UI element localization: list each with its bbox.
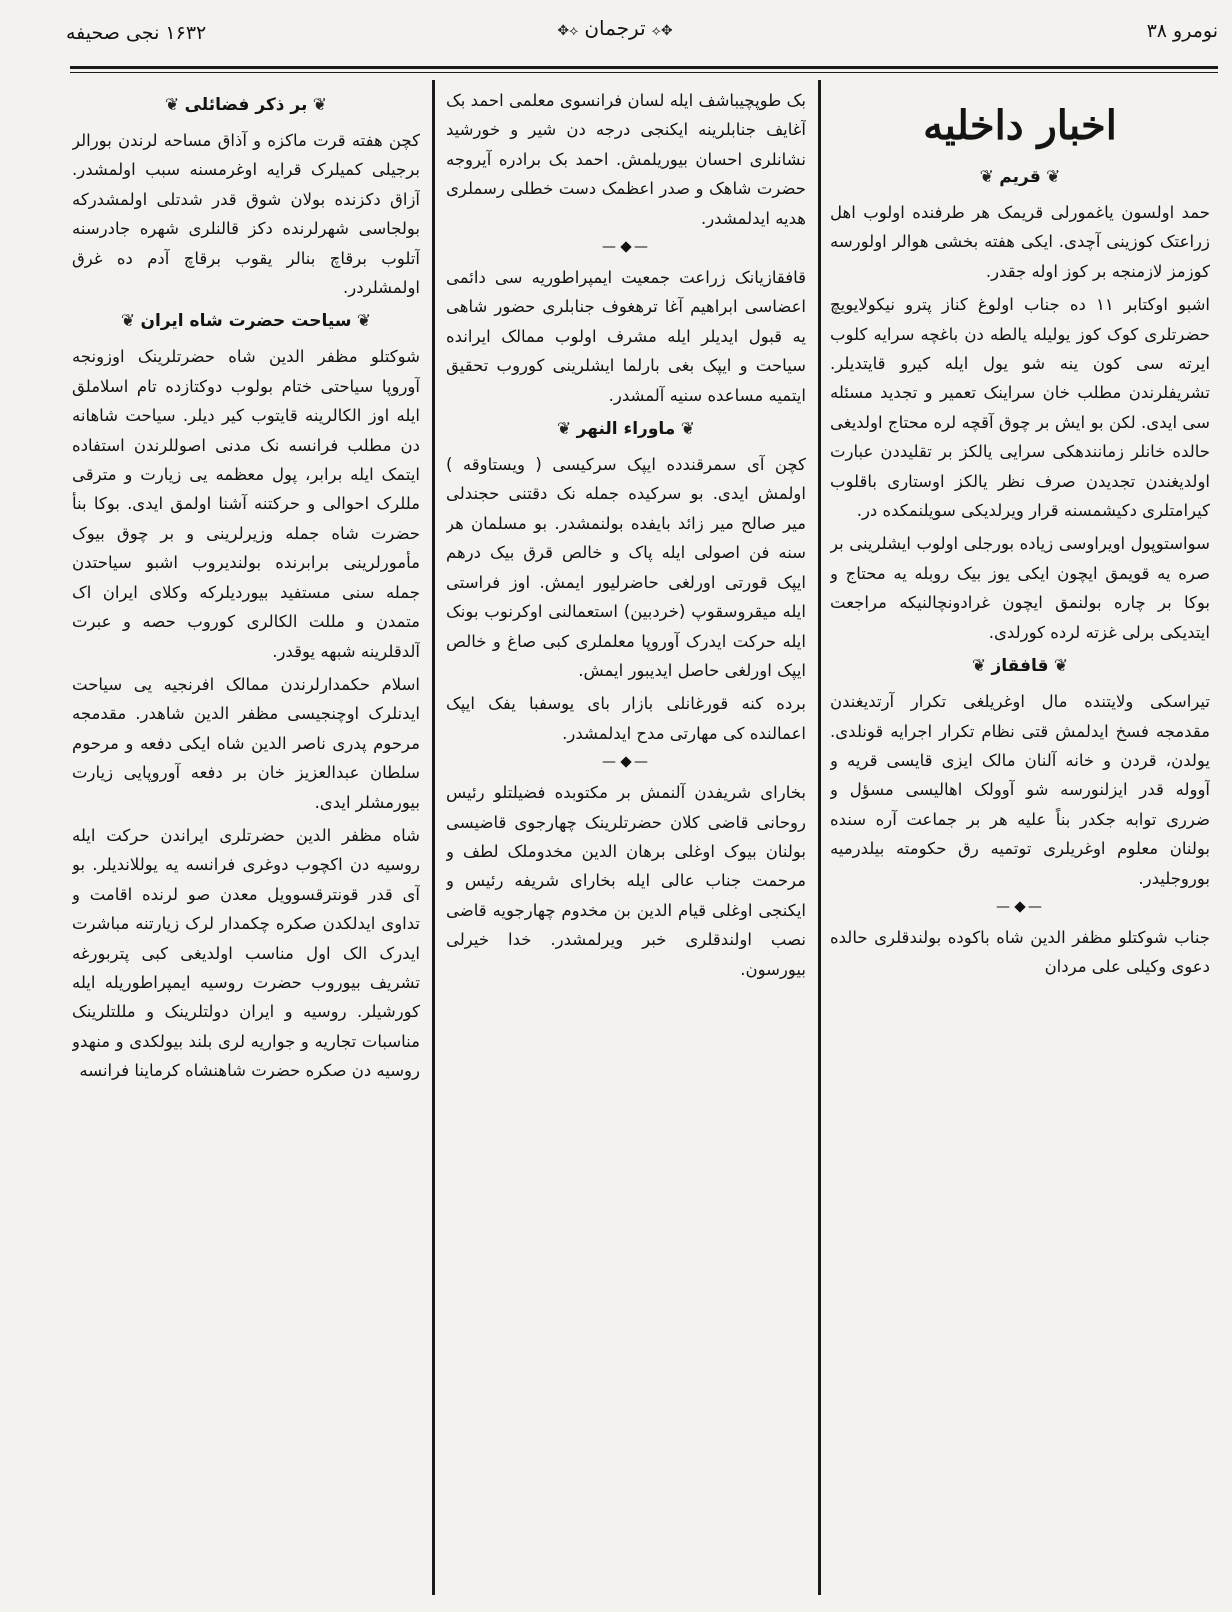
page-number: ۱۶۳۲ نجی صحیفه bbox=[66, 22, 207, 44]
article-paragraph: سواستوپول اویراوسی زیاده بورجلی اولوب ایشلرینی بر صره یه قویمق ایچون ایکی یوز بیک روبله یه محتاج و بوکا بر چاره بولنمق ایچون غرادونچالنیکه مراجعت ایتدیکی برلی غزته لرده کورلدی. bbox=[830, 534, 1210, 642]
ornament-icon: ❦ bbox=[971, 656, 992, 677]
article-paragraph: قافقازیانک زراعت جمعیت ایمپراطوریه سی دائمی اعضاسی ابراهیم آغا ترهغوف جنابلری حضور شاهی یه قبول ایدیلر ایله مشرف اولوب ممالک ایرانده سیاحت و ایپک بغی بارلما ایشلرینی کوروب تحقیق ایتمیه مساعده سنیه آلمشدر. bbox=[446, 268, 806, 405]
column-divider bbox=[818, 80, 821, 1595]
header-rule bbox=[70, 66, 1218, 69]
flourish-icon: ✥⟡ bbox=[651, 23, 673, 39]
section-heading bbox=[830, 651, 1210, 681]
column-left bbox=[72, 86, 420, 1601]
flourish-icon: ⟡✥ bbox=[557, 23, 579, 39]
masthead bbox=[0, 0, 1232, 66]
ornament-icon: ❦ bbox=[979, 167, 1000, 187]
newspaper-name-wrap bbox=[520, 16, 710, 40]
issue-number: نومرو ۳۸ bbox=[1146, 20, 1218, 42]
ornament-icon: ❦ bbox=[164, 95, 185, 115]
section-heading bbox=[446, 414, 806, 444]
article-paragraph: تیراسکی ولایتنده مال اوغریلغی تکرار آرتدیغندن مقدمجه فسخ ایدلمش قتی نظام تکرار اجرایه قونلدی. یولدن، قردن و خانه آلنان مالک ایزی قایسی قریه و آووله قدر ایزلنورسه شو آوولک اهالیسی مسؤل و ضرری توابه جکدر بناً علیه هر بر جماعت آره سنده بولنان معلوم اوغریلری توتمیه رق حکومته بیلدرمیه بوروجلیدر. bbox=[830, 692, 1210, 888]
column-divider bbox=[432, 80, 435, 1595]
divider-ornament: —— bbox=[602, 239, 650, 256]
section-title: اخبار داخلیه bbox=[923, 102, 1117, 149]
article-paragraph: بخارای شریفدن آلنمش بر مکتوبده فضیلتلو رئیس روحانی قاضی کلان حضرتلرینک چهارجوی قاضیسی بولنان بیوک اوغلی برهان الدین مخدوملک لطف و مرحمت جناب عالی ایله بخارای شریفه رئیس و ایکنجی اوغلی قیام الدین بن مخدوم چهارجویه قاضی نصب اولندقلری خبر ویرلمشدر. خدا خیرلی بیورسون. bbox=[446, 783, 806, 979]
article-paragraph: برده کنه قورغانلی بازار بای یوسفبا یفک ایپک اعمالنده کی مهارتی مدح ایدلمشدر. bbox=[446, 694, 806, 743]
ornament-icon: ❦ bbox=[557, 419, 577, 440]
ornament-icon: ❦ bbox=[307, 95, 328, 115]
heading-text: ماوراء النهر bbox=[576, 419, 676, 440]
article-paragraph: کچن هفته قرت ماکزه و آذاق مساحه لرندن بورالر برجیلی کمیلرک قرایه اوغرمسنه سبب اولمشدر. آزاق دکزنده بولان شوق قدر شدتلی اولمشدرکه بولجاسی شهرلرنده دکز قالنلری شهره جادرسنه آتلوب برقاچ بنالر یقوب برقاچ آدم ده غرق اولمشلردر. bbox=[72, 131, 420, 298]
article-paragraph: شاه مظفر الدین حضرتلری ایراندن حرکت ایله روسیه دن اکچوب دوغری فرانسه یه یوللاندیلر. بو آی قدر قونترقسوویل معدن صو لرنده اقامت و تداوی ایدلکدن صکره چکمدار لرک زیارتنه مباشرت ایدرک الک اول مناسب اولدیغی کبی پتربورغه تشریف بیوروب حضرت روسیه ایمپراطوریله ایله کورشیلر. روسیه و ایران دولتلرینک و مللتلرینک مناسبات تجاریه و جواریه لری بلند بیولکدی و منهدو روسیه دن صکره حضرت شاهنشاه کرماینا فرانسه bbox=[72, 825, 420, 1081]
article-paragraph: اشبو اوکتابر ۱۱ ده جناب اولوغ کناز پترو نیکولایویچ حضرتلری کوک کوز یولیله یالطه دن باغچه سرایه کلوب ایرته سی کون ینه شو یول ایله کیرو قایتدیلر. تشریفلرندن مطلب خان سراینک تعمیر و تجدید مسئله سی ایدی. لکن بو ایش بر چوق آقچه لره محتاج اولدیغی حالده خانلر زمانندهکی سرایی یالکز بر تقلیددن عبارت اولدیغندن تجدیدن صرف نظر یالکز اوستاری باقلوب کیرامتلری دکیشمسنه قرار ویرلدیکی سویلنمکده در. bbox=[830, 295, 1210, 521]
ornament-icon: ❦ bbox=[1040, 167, 1061, 187]
article-paragraph: جناب شوکتلو مظفر الدین شاه باکوده بولندقلری حالده دعوی وکیلی علی مردان bbox=[830, 927, 1210, 977]
heading-text: سیاحت حضرت شاه ایران bbox=[140, 311, 352, 332]
divider-ornament: —— bbox=[996, 898, 1044, 915]
article-paragraph: حمد اولسون یاغمورلی قریمک هر طرفنده اولوب اهل زراعتک کوزینی آچدی. ایکی هفته بخشی هوالر اولورسه کوزمز لازمنجه بر کوز اوله جقدر. bbox=[830, 203, 1210, 281]
column-middle bbox=[446, 86, 806, 1601]
article-paragraph: کچن آی سمرقندده ایپک سرکیسی ( ویستاوقه ) اولمش ایدی. بو سرکیده جمله نک دقتنی حجندلی میر صالح میر زائد بایفده بولنمشدر. بو مسلمان هر سنه فن اصولی ایله پاک و خالص قرق بیک درهم ایپک قورتی اورلغی حاضرلیور ایمش. اوز فراستی ایله میقروسقوپ (خردبین) استعمالنی اوکرنوب بونک ایله حرکت ایدرک آوروپا معلملری کبی صاغ و خالص ایپک اورلغی حاصل ایدیبور ایمش. bbox=[446, 455, 806, 680]
ornament-icon: ❦ bbox=[1048, 656, 1069, 677]
heading-text: قریم bbox=[999, 167, 1041, 187]
section-heading bbox=[72, 306, 420, 336]
article-paragraph: اسلام حکمدارلرندن ممالک افرنجیه یی سیاحت ایدنلرک اوچنجیسی مظفر الدین شاهدر. مقدمجه مرحوم پدری ناصر الدین شاه ایکی دفعه و مرحوم سلطان عبدالعزیز خان بر دفعه آوروپایی زیارت بیورمشلر ایدی. bbox=[72, 674, 420, 812]
article-paragraph: شوکتلو مظفر الدین شاه حضرتلرینک اوزونجه آوروپا سیاحتی ختام بولوب دوکتازده تام اسلاملق ایله اوز الکالرینه قایتوب کیر دیلر. سیاحت شاهانه دن مطلب فرانسه نک مدنی اصوللرندن استفاده ایتمک ایله برابر، پول معظمه یی زیارت و مترقی مللرک احوالی و حرکتنه آشنا اولمق ایدی. بوکا بنأ حضرت شاه جمله وزیرلرینی و بر چوق بیوک مأمورلرینی برابرنده بولندیروب اشبو سیاحتدن جمله سنی مستفید بیوردیلرکه وکلای ایران اک متمدن و مللت الکالری کوروب حصه و عبرت آلدقلرینه شبهه یوقدر. bbox=[72, 347, 420, 661]
header-rule-thin bbox=[70, 72, 1218, 73]
section-heading bbox=[72, 90, 420, 120]
column-right bbox=[830, 86, 1210, 1601]
divider-ornament: —— bbox=[602, 754, 650, 771]
newspaper-name: ترجمان bbox=[584, 16, 646, 40]
section-heading bbox=[830, 162, 1210, 192]
heading-text: قافقاز bbox=[991, 656, 1049, 677]
heading-text: بر ذکر فضائلی bbox=[184, 95, 308, 115]
ornament-icon: ❦ bbox=[120, 311, 141, 332]
ornament-icon: ❦ bbox=[675, 419, 695, 440]
article-paragraph: بک طوپچیباشف ایله لسان فرانسوی معلمی احمد بک آغایف جنابلرینه ایکنجی درجه دن شیر و خورشید نشانلری احسان بیوریلمش. احمد بک برادره آیروجه حضرت شاهک و صدر اعظمک دست خطلی رسملری هدیه ایدلمشدر. bbox=[446, 91, 806, 228]
ornament-icon: ❦ bbox=[351, 311, 372, 332]
